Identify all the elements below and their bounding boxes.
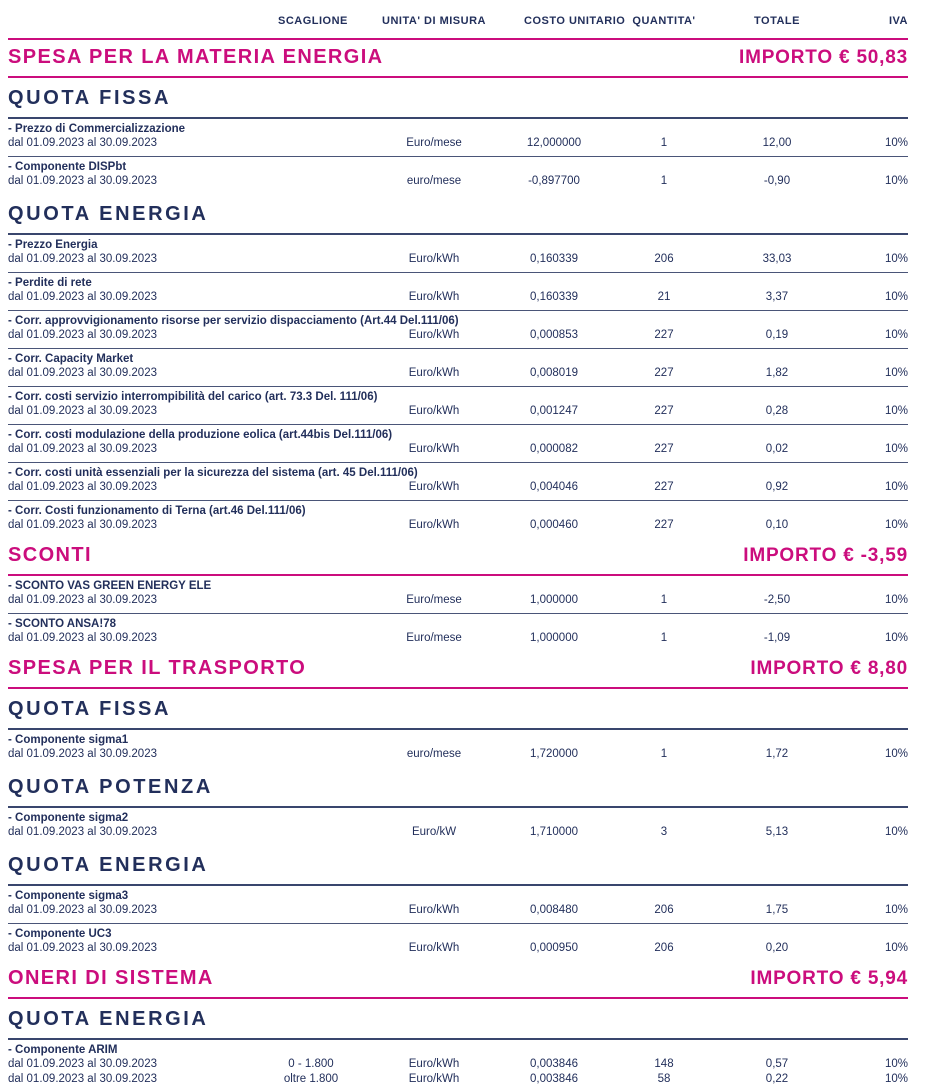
quota-rows [8, 119, 908, 194]
cell-vat: 10% [884, 519, 908, 531]
row-line [8, 1057, 908, 1072]
cell-total: 33,03 [762, 253, 792, 265]
cell-unit-of-measure: Euro/kWh [408, 291, 460, 303]
table-row [8, 386, 908, 424]
cell-unit-cost: 0,001247 [530, 405, 578, 417]
cell-quantity: 1 [660, 632, 668, 644]
quota-rows [8, 1040, 908, 1092]
cell-unit-cost: 1,720000 [530, 748, 578, 760]
row-lines [8, 631, 908, 646]
cell-total: -0,90 [763, 175, 791, 187]
cell-total: 3,37 [765, 291, 789, 303]
quota-heading: QUOTA POTENZA [8, 776, 213, 798]
cell-period: dal 01.09.2023 al 30.09.2023 [8, 519, 157, 531]
cell-unit-of-measure: Euro/mese [406, 137, 462, 149]
row-lines [8, 136, 908, 151]
quota-group-header [8, 767, 908, 808]
cell-vat: 10% [884, 904, 908, 916]
row-lines [8, 404, 908, 419]
cell-total: 0,19 [765, 329, 789, 341]
table-row [8, 272, 908, 310]
table-row [8, 576, 908, 613]
cell-period: dal 01.09.2023 al 30.09.2023 [8, 942, 157, 954]
cell-vat: 10% [884, 137, 908, 149]
cell-period: dal 01.09.2023 al 30.09.2023 [8, 137, 157, 149]
cell-quantity: 227 [654, 443, 674, 455]
row-lines [8, 480, 908, 495]
cell-unit-of-measure: Euro/mese [406, 594, 462, 606]
column-header-totale: TOTALE [754, 15, 800, 27]
quota-group [8, 999, 908, 1092]
quota-rows [8, 886, 908, 961]
section-title: SPESA PER LA MATERIA ENERGIA [8, 46, 384, 68]
cell-total: 12,00 [762, 137, 792, 149]
cell-period: dal 01.09.2023 al 30.09.2023 [8, 632, 157, 644]
cell-quantity: 1 [660, 175, 668, 187]
row-line [8, 174, 908, 189]
quota-group-header [8, 194, 908, 235]
row-lines [8, 442, 908, 457]
table-row [8, 500, 908, 538]
row-name: - SCONTO VAS GREEN ENERGY ELE [8, 580, 212, 592]
bill-section [8, 651, 908, 961]
row-lines [8, 174, 908, 189]
row-lines [8, 328, 908, 343]
column-header-scaglione: SCAGLIONE [278, 15, 348, 27]
cell-quantity: 1 [660, 137, 668, 149]
table-row [8, 119, 908, 156]
cell-quantity: 148 [654, 1058, 674, 1070]
section-title: SCONTI [8, 544, 92, 566]
cell-total: 1,75 [765, 904, 789, 916]
cell-total: 0,20 [765, 942, 789, 954]
quota-group [8, 576, 908, 651]
cell-unit-cost: 0,003846 [530, 1058, 578, 1070]
table-row [8, 808, 908, 845]
row-lines [8, 1057, 908, 1087]
cell-unit-of-measure: Euro/kWh [408, 904, 460, 916]
cell-quantity: 58 [657, 1073, 671, 1085]
cell-total: 0,28 [765, 405, 789, 417]
cell-unit-cost: 0,000950 [530, 942, 578, 954]
row-line [8, 480, 908, 495]
cell-unit-of-measure: Euro/kWh [408, 481, 460, 493]
cell-period: dal 01.09.2023 al 30.09.2023 [8, 748, 157, 760]
cell-vat: 10% [884, 826, 908, 838]
cell-quantity: 227 [654, 519, 674, 531]
cell-period: dal 01.09.2023 al 30.09.2023 [8, 481, 157, 493]
cell-total: 0,10 [765, 519, 789, 531]
cell-period: dal 01.09.2023 al 30.09.2023 [8, 253, 157, 265]
section-groups [8, 78, 908, 538]
row-lines [8, 825, 908, 840]
row-name: - SCONTO ANSA!78 [8, 618, 116, 630]
section-header [8, 651, 908, 687]
cell-vat: 10% [884, 942, 908, 954]
row-line [8, 442, 908, 457]
row-lines [8, 593, 908, 608]
row-line [8, 941, 908, 956]
cell-unit-of-measure: euro/mese [406, 748, 462, 760]
quota-group [8, 689, 908, 767]
table-row [8, 886, 908, 923]
section-importo-value: IMPORTO € 5,94 [750, 967, 908, 989]
section-importo-value: IMPORTO € 50,83 [739, 46, 908, 68]
row-line [8, 404, 908, 419]
cell-unit-cost: 0,000853 [530, 329, 578, 341]
cell-unit-cost: 1,710000 [530, 826, 578, 838]
cell-quantity: 227 [654, 405, 674, 417]
bill-section [8, 961, 908, 1092]
cell-period: dal 01.09.2023 al 30.09.2023 [8, 367, 157, 379]
row-line [8, 328, 908, 343]
section-groups [8, 999, 908, 1092]
cell-period: dal 01.09.2023 al 30.09.2023 [8, 405, 157, 417]
section-groups [8, 576, 908, 651]
cell-quantity: 206 [654, 253, 674, 265]
cell-period: dal 01.09.2023 al 30.09.2023 [8, 291, 157, 303]
quota-heading: QUOTA FISSA [8, 87, 172, 109]
cell-quantity: 227 [654, 329, 674, 341]
cell-period: dal 01.09.2023 al 30.09.2023 [8, 175, 157, 187]
quota-rows [8, 576, 908, 651]
table-row [8, 310, 908, 348]
cell-period: dal 01.09.2023 al 30.09.2023 [8, 594, 157, 606]
quota-group-header [8, 689, 908, 730]
cell-quantity: 227 [654, 367, 674, 379]
section-header [8, 40, 908, 76]
row-lines [8, 252, 908, 267]
cell-unit-of-measure: Euro/kWh [408, 942, 460, 954]
quota-rows [8, 235, 908, 538]
cell-total: -1,09 [763, 632, 791, 644]
cell-unit-cost: -0,897700 [528, 175, 580, 187]
row-name: - Componente sigma2 [8, 812, 129, 824]
cell-unit-of-measure: Euro/kWh [408, 329, 460, 341]
cell-unit-of-measure: Euro/kWh [408, 253, 460, 265]
cell-period: dal 01.09.2023 al 30.09.2023 [8, 443, 157, 455]
cell-total: 1,72 [765, 748, 789, 760]
cell-unit-cost: 0,000460 [530, 519, 578, 531]
cell-unit-cost: 1,000000 [530, 594, 578, 606]
column-header-quantita: QUANTITA' [632, 15, 696, 27]
row-name: - Corr. approvvigionamento risorse per servizio dispacciamento (Art.44 Del.111/06) [8, 315, 459, 327]
cell-unit-cost: 1,000000 [530, 632, 578, 644]
cell-unit-of-measure: euro/mese [406, 175, 462, 187]
cell-unit-of-measure: Euro/kW [411, 826, 457, 838]
row-line [8, 593, 908, 608]
cell-quantity: 206 [654, 904, 674, 916]
table-row [8, 424, 908, 462]
quota-heading: QUOTA ENERGIA [8, 203, 209, 225]
cell-vat: 10% [884, 175, 908, 187]
row-lines [8, 518, 908, 533]
quota-group-header [8, 845, 908, 886]
cell-unit-of-measure: Euro/kWh [408, 1058, 460, 1070]
row-name: - Perdite di rete [8, 277, 92, 289]
table-row [8, 156, 908, 194]
row-name: - Corr. costi unità essenziali per la sicurezza del sistema (art. 45 Del.111/06) [8, 467, 418, 479]
row-line [8, 747, 908, 762]
row-name: - Corr. Costi funzionamento di Terna (art.46 Del.111/06) [8, 505, 306, 517]
row-line [8, 631, 908, 646]
cell-scaglione: 0 - 1.800 [288, 1058, 334, 1070]
cell-total: 5,13 [765, 826, 789, 838]
row-line [8, 825, 908, 840]
row-line [8, 136, 908, 151]
cell-vat: 10% [884, 594, 908, 606]
quota-rows [8, 808, 908, 845]
cell-total: 0,57 [765, 1058, 789, 1070]
cell-quantity: 21 [657, 291, 671, 303]
cell-scaglione: oltre 1.800 [283, 1073, 339, 1085]
quota-group [8, 78, 908, 194]
cell-total: 0,22 [765, 1073, 789, 1085]
table-row [8, 613, 908, 651]
row-name: - Corr. costi servizio interrompibilità del carico (art. 73.3 Del. 111/06) [8, 391, 378, 403]
table-row [8, 235, 908, 272]
cell-vat: 10% [884, 1058, 908, 1070]
row-name: - Prezzo Energia [8, 239, 98, 251]
cell-total: -2,50 [763, 594, 791, 606]
cell-period: dal 01.09.2023 al 30.09.2023 [8, 1073, 157, 1085]
cell-vat: 10% [884, 405, 908, 417]
bill-section [8, 538, 908, 651]
column-header-costo-unitario: COSTO UNITARIO [524, 15, 626, 27]
column-header-unita-di-misura: UNITA' DI MISURA [382, 15, 486, 27]
row-name: - Corr. costi modulazione della produzione eolica (art.44bis Del.111/06) [8, 429, 393, 441]
cell-unit-cost: 0,160339 [530, 291, 578, 303]
cell-period: dal 01.09.2023 al 30.09.2023 [8, 904, 157, 916]
row-name: - Componente sigma3 [8, 890, 129, 902]
cell-total: 0,02 [765, 443, 789, 455]
cell-vat: 10% [884, 748, 908, 760]
row-lines [8, 941, 908, 956]
bill-detail-page [8, 0, 908, 1092]
cell-unit-of-measure: Euro/kWh [408, 367, 460, 379]
cell-quantity: 1 [660, 594, 668, 606]
bill-body [8, 40, 908, 1092]
section-header [8, 538, 908, 574]
cell-unit-of-measure: Euro/kWh [408, 443, 460, 455]
row-line [8, 1072, 908, 1087]
row-lines [8, 747, 908, 762]
table-row [8, 1040, 908, 1092]
row-line [8, 252, 908, 267]
quota-group [8, 194, 908, 538]
row-line [8, 366, 908, 381]
cell-quantity: 3 [660, 826, 668, 838]
cell-unit-of-measure: Euro/kWh [408, 405, 460, 417]
cell-total: 1,82 [765, 367, 789, 379]
quota-group [8, 767, 908, 845]
cell-vat: 10% [884, 253, 908, 265]
cell-quantity: 227 [654, 481, 674, 493]
bill-section [8, 40, 908, 538]
row-lines [8, 290, 908, 305]
section-importo-value: IMPORTO € 8,80 [750, 657, 908, 679]
cell-vat: 10% [884, 632, 908, 644]
quota-group-header [8, 78, 908, 119]
row-name: - Corr. Capacity Market [8, 353, 134, 365]
cell-unit-cost: 0,003846 [530, 1073, 578, 1085]
cell-vat: 10% [884, 329, 908, 341]
cell-vat: 10% [884, 443, 908, 455]
row-name: - Componente UC3 [8, 928, 112, 940]
cell-period: dal 01.09.2023 al 30.09.2023 [8, 329, 157, 341]
cell-quantity: 1 [660, 748, 668, 760]
section-groups [8, 689, 908, 961]
cell-unit-cost: 0,160339 [530, 253, 578, 265]
row-line [8, 290, 908, 305]
cell-unit-cost: 0,008480 [530, 904, 578, 916]
quota-group-header [8, 999, 908, 1040]
cell-vat: 10% [884, 481, 908, 493]
quota-group [8, 845, 908, 961]
cell-unit-of-measure: Euro/kWh [408, 519, 460, 531]
table-row [8, 923, 908, 961]
cell-unit-cost: 0,000082 [530, 443, 578, 455]
quota-heading: QUOTA ENERGIA [8, 1008, 209, 1030]
cell-total: 0,92 [765, 481, 789, 493]
cell-unit-cost: 0,008019 [530, 367, 578, 379]
cell-quantity: 206 [654, 942, 674, 954]
cell-unit-of-measure: Euro/kWh [408, 1073, 460, 1085]
cell-unit-of-measure: Euro/mese [406, 632, 462, 644]
table-row [8, 462, 908, 500]
row-line [8, 903, 908, 918]
cell-vat: 10% [884, 1073, 908, 1085]
row-lines [8, 366, 908, 381]
quota-heading: QUOTA FISSA [8, 698, 172, 720]
column-header-iva: IVA [888, 15, 908, 27]
cell-unit-cost: 12,000000 [526, 137, 582, 149]
cell-vat: 10% [884, 291, 908, 303]
cell-period: dal 01.09.2023 al 30.09.2023 [8, 826, 157, 838]
section-header [8, 961, 908, 997]
table-row [8, 730, 908, 767]
row-name: - Componente ARIM [8, 1044, 118, 1056]
cell-unit-cost: 0,004046 [530, 481, 578, 493]
row-line [8, 518, 908, 533]
cell-period: dal 01.09.2023 al 30.09.2023 [8, 1058, 157, 1070]
row-name: - Prezzo di Commercializzazione [8, 123, 186, 135]
row-lines [8, 903, 908, 918]
row-name: - Componente DISPbt [8, 161, 127, 173]
section-title: ONERI DI SISTEMA [8, 967, 214, 989]
cell-vat: 10% [884, 367, 908, 379]
section-importo-value: IMPORTO € -3,59 [743, 544, 908, 566]
table-row [8, 348, 908, 386]
section-title: SPESA PER IL TRASPORTO [8, 657, 307, 679]
table-header-row [8, 2, 908, 38]
quota-rows [8, 730, 908, 767]
row-name: - Componente sigma1 [8, 734, 129, 746]
quota-heading: QUOTA ENERGIA [8, 854, 209, 876]
